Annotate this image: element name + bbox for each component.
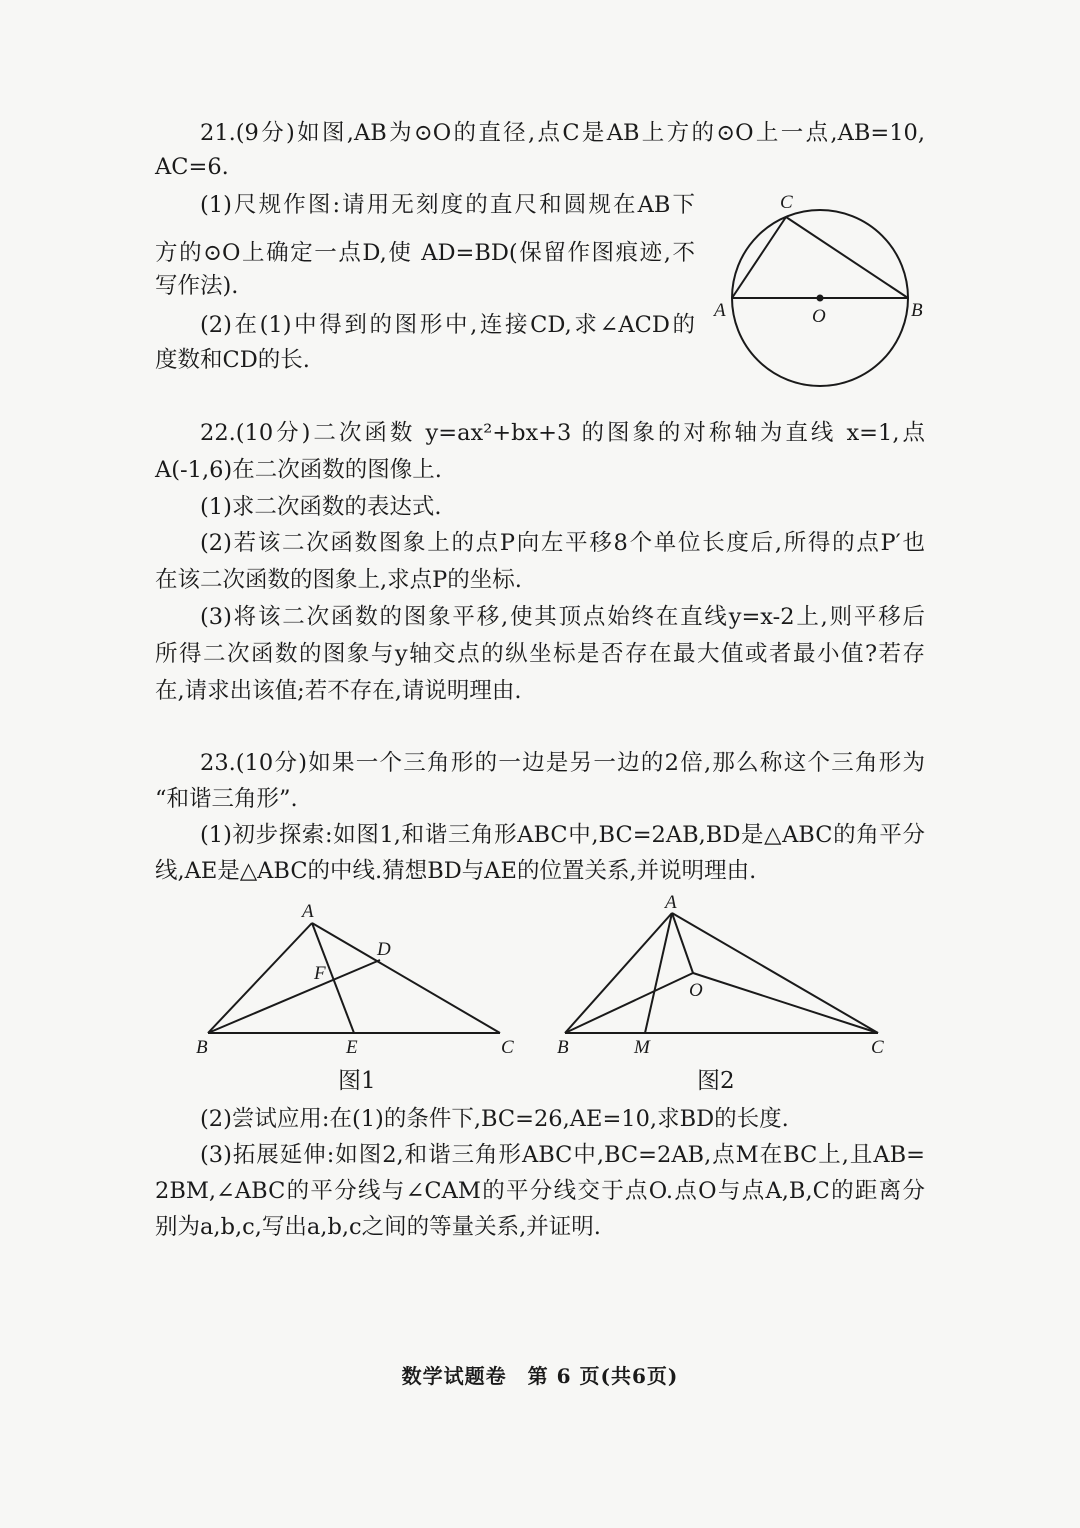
chord-ac — [732, 217, 786, 298]
q21-part1-line3: 写作法). — [155, 273, 239, 299]
q23-part2: (2)尝试应用:在(1)的条件下,BC=26,AE=10,求BD的长度. — [200, 1106, 789, 1132]
q21-part2-line1: (2)在(1)中得到的图形中,连接CD,求∠ACD的 — [200, 312, 695, 338]
q22-part2-line1: (2)若该二次函数图象上的点P向左平移8个单位长度后,所得的点P′也 — [200, 530, 925, 556]
label-f: F — [314, 963, 326, 984]
q23-part3-line3: 别为a,b,c,写出a,b,c之间的等量关系,并证明. — [155, 1214, 601, 1240]
segment-oc — [693, 973, 878, 1033]
q22-heading: 22.(10分)二次函数 y=ax²+bx+3 的图象的对称轴为直线 x=1,点 — [200, 420, 925, 446]
label-b: B — [557, 1037, 569, 1058]
q21-part1-line2: 方的⊙O上确定一点D,使 AD=BD(保留作图痕迹,不 — [155, 240, 695, 266]
segment-ao — [672, 913, 693, 973]
center-dot — [817, 295, 824, 302]
label-a: A — [714, 300, 726, 321]
figure-2 — [550, 888, 900, 1063]
q22-part3-line2: 所得二次函数的图象与y轴交点的纵坐标是否存在最大值或者最小值?若存 — [155, 641, 925, 667]
page-footer: 数学试题卷 第 6 页(共6页) — [401, 1364, 679, 1388]
side-ac — [672, 913, 878, 1033]
side-ab — [208, 923, 312, 1033]
label-a: A — [665, 892, 677, 913]
figure-1-caption: 图1 — [338, 1068, 376, 1094]
q22-part3-line1: (3)将该二次函数的图象平移,使其顶点始终在直线y=x-2上,则平移后 — [200, 604, 925, 630]
q23-part1-line1: (1)初步探索:如图1,和谐三角形ABC中,BC=2AB,BD是△ABC的角平分 — [200, 822, 925, 848]
figure-2-caption: 图2 — [697, 1068, 735, 1094]
side-ac — [312, 923, 500, 1033]
q23-part3-line1: (3)拓展延伸:如图2,和谐三角形ABC中,BC=2AB,点M在BC上,且AB= — [200, 1142, 925, 1168]
label-a: A — [302, 901, 314, 922]
segment-am — [645, 913, 672, 1033]
figure-1 — [190, 895, 530, 1065]
label-o: O — [812, 306, 826, 327]
label-c: C — [501, 1037, 514, 1058]
label-o: O — [689, 980, 703, 1001]
q23-part3-line2: 2BM,∠ABC的平分线与∠CAM的平分线交于点O.点O与点A,B,C的距离分 — [155, 1178, 925, 1204]
q21-circle-figure — [700, 180, 940, 410]
label-m: M — [634, 1037, 650, 1058]
q21-heading-cont: AC=6. — [155, 154, 229, 180]
label-e: E — [346, 1037, 358, 1058]
q21-heading: 21.(9分)如图,AB为⊙O的直径,点C是AB上方的⊙O上一点,AB=10, — [200, 120, 925, 146]
side-ab — [565, 913, 672, 1033]
q23-part1-line2: 线,AE是△ABC的中线.猜想BD与AE的位置关系,并说明理由. — [155, 858, 757, 884]
q21-part1-line1: (1)尺规作图:请用无刻度的直尺和圆规在AB下 — [200, 192, 695, 218]
q22-heading-cont: A(-1,6)在二次函数的图像上. — [155, 457, 442, 483]
q22-part3-line3: 在,请求出该值;若不存在,请说明理由. — [155, 678, 522, 704]
label-b: B — [196, 1037, 208, 1058]
q23-heading: 23.(10分)如果一个三角形的一边是另一边的2倍,那么称这个三角形为 — [200, 750, 925, 776]
segment-bo — [565, 973, 693, 1033]
q22-part1: (1)求二次函数的表达式. — [200, 494, 442, 520]
label-b: B — [911, 300, 923, 321]
q22-part2-line2: 在该二次函数的图象上,求点P的坐标. — [155, 567, 522, 593]
q23-heading-cont: “和谐三角形”. — [155, 786, 298, 812]
label-c: C — [871, 1037, 884, 1058]
chord-cb — [786, 217, 908, 298]
label-c: C — [780, 192, 793, 213]
label-d: D — [377, 939, 391, 960]
q21-part2-line2: 度数和CD的长. — [155, 347, 310, 373]
segment-bd — [208, 960, 380, 1033]
